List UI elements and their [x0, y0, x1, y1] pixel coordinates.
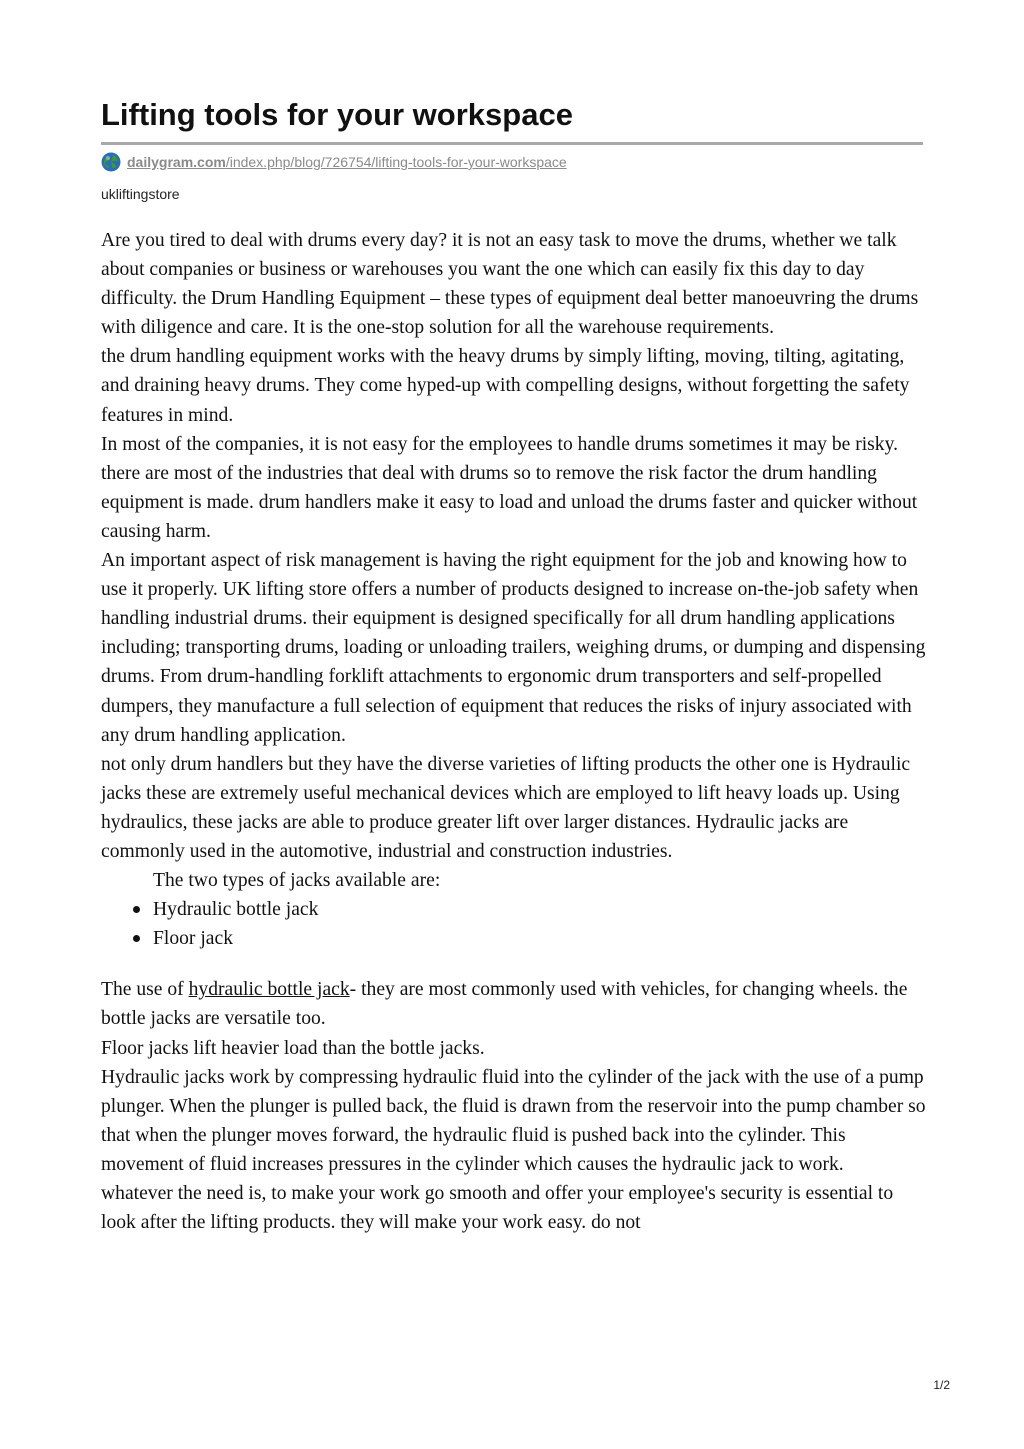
- article-title: Lifting tools for your workspace: [101, 97, 573, 132]
- source-url-link[interactable]: [127, 154, 567, 170]
- bottle-jack-paragraph: [101, 975, 926, 1033]
- bottle-jack-prefix: The use of: [101, 979, 189, 1001]
- bottle-jack-suffix: - they are most commonly used with vehicles, for changing wheels. the bottle jacks are versatile too.: [101, 979, 908, 1030]
- author-name: ukliftingstore: [101, 186, 180, 202]
- page-number: 1/2: [933, 1378, 950, 1392]
- globe-icon: [101, 152, 121, 172]
- body-paragraph: whatever the need is, to make your work go smooth and offer your employee's security is essential to look after the lifting products. they will make your work easy. do not: [101, 1183, 894, 1234]
- title-divider: [101, 142, 923, 145]
- hydraulic-bottle-jack-link[interactable]: hydraulic bottle jack: [188, 979, 350, 1001]
- source-line: [101, 151, 567, 173]
- body-paragraph: In most of the companies, it is not easy for the employees to handle drums sometimes it may be risky. there are most of the industries that deal with drums so to remove the risk factor the drum handling equipment is made. drum handlers make it easy to load and unload the drums faster and quicker without causing harm.: [101, 433, 918, 542]
- body-paragraph: the drum handling equipment works with the heavy drums by simply lifting, moving, tilting, agitating, and draining heavy drums. They come hyped-up with compelling designs, without forgetting the safety features in mind.: [101, 346, 910, 426]
- source-domain: dailygram.com: [127, 154, 226, 170]
- body-paragraph: Floor jacks lift heavier load than the bottle jacks.: [101, 1037, 485, 1059]
- body-paragraph: not only drum handlers but they have the diverse varieties of lifting products the other one is Hydraulic jacks these are extremely useful mechanical devices which are employed to lift heavy loads up. Using hydraulics, these jacks are able to produce greater lift over larger distances. Hydraulic jacks are commonly used in the automotive, industrial and construction industries.: [101, 753, 911, 862]
- body-paragraph: Are you tired to deal with drums every day? it is not an easy task to move the drums, whether we talk about companies or business or warehouses you want the one which can easily fix this day to day difficulty. the Drum Handling Equipment – these types of equipment deal better manoeuvring the drums with diligence and care. It is the one-stop solution for all the warehouse requirements.: [101, 230, 919, 339]
- article-body: [101, 226, 926, 1237]
- jack-types-list: [101, 895, 926, 953]
- list-item: Floor jack: [153, 924, 926, 953]
- jack-list-intro: The two types of jacks available are:: [153, 870, 441, 892]
- body-paragraph: An important aspect of risk management is having the right equipment for the job and knowing how to use it properly. UK lifting store offers a number of products designed to increase on-the-job safety when handling industrial drums. their equipment is designed specifically for all drum handling applications including; transporting drums, loading or unloading trailers, weighing drums, or dumping and dispensing drums. From drum-handling forklift attachments to ergonomic drum transporters and self-propelled dumpers, they manufacture a full selection of equipment that reduces the risks of injury associated with any drum handling application.: [101, 550, 926, 746]
- body-paragraph: Hydraulic jacks work by compressing hydraulic fluid into the cylinder of the jack with the use of a pump plunger. When the plunger is pulled back, the fluid is drawn from the reservoir into the pump chamber so that when the plunger moves forward, the hydraulic fluid is pushed back into the cylinder. This movement of fluid increases pressures in the cylinder which causes the hydraulic jack to work.: [101, 1066, 926, 1175]
- source-path: /index.php/blog/726754/lifting-tools-for-your-workspace: [225, 154, 567, 170]
- list-item: Hydraulic bottle jack: [153, 895, 926, 924]
